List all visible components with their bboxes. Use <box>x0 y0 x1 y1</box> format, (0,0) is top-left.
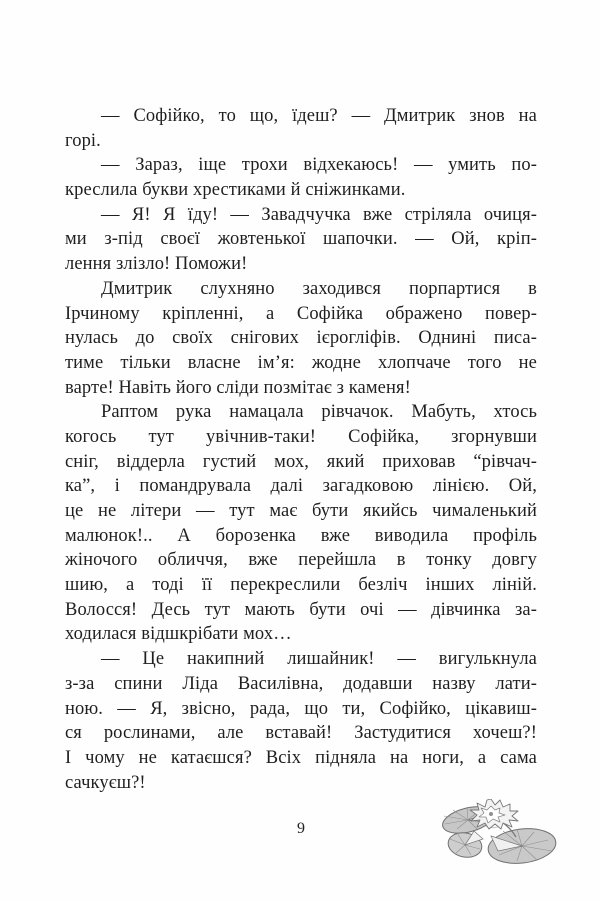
text-line: нулась до своїх снігових ієрогліфів. Однині писа- <box>65 328 537 349</box>
text-line: сніг, віддерла густий мох, який приховав “рівчач- <box>65 451 537 472</box>
text-line: ною. — Я, звісно, рада, що ти, Софійко, цікавиш- <box>65 698 537 719</box>
text-line: Раптом рука намацала рівчачок. Мабуть, хтось <box>101 402 537 423</box>
text-line: горі. <box>65 130 101 151</box>
text-line: варте! Навіть його сліди позмітає з каменя! <box>65 377 411 398</box>
text-line: жіночого обличчя, вже перейшла в тонку довгу <box>65 550 537 571</box>
water-lily-illustration <box>441 799 563 871</box>
text-line: малюнок!.. А борозенка вже виводила профіль <box>65 525 537 546</box>
text-line: шию, а тоді її перекреслили безліч інших ліній. <box>65 575 537 596</box>
text-line: — Це накипний лишайник! — вигулькнула <box>101 649 537 670</box>
text-line: сачкуєш?! <box>65 772 146 793</box>
text-line: ходилася відшкрібати мох… <box>65 624 292 645</box>
text-line: Волосся! Десь тут мають бути очі — дівчинка за- <box>65 599 537 620</box>
text-line: з-за спини Ліда Василівна, додавши назву лати- <box>65 673 537 694</box>
text-line: — Я! Я їду! — Завадчучка вже стріляла очиця- <box>101 204 537 225</box>
water-lily-icon <box>441 799 563 871</box>
text-line: Дмитрик слухняно заходився порпартися в <box>101 278 537 299</box>
text-line: когось тут увічнив-таки! Софійка, згорнувши <box>65 426 537 447</box>
text-line: Ірчиному кріпленні, а Софійка ображено повер- <box>65 303 537 324</box>
text-line: ся рослинами, але вставай! Застудитися хочеш?! <box>65 723 537 744</box>
text-line: тиме тільки власне ім’я: жодне хлопчаче того не <box>65 352 537 373</box>
page-number: 9 <box>297 820 305 837</box>
text-block <box>65 104 537 795</box>
text-line: — Зараз, іще трохи відхекаюсь! — умить по- <box>101 155 537 176</box>
text-line: ми з-під своєї жовтенької шапочки. — Ой, кріп- <box>65 229 537 250</box>
blossom-center <box>489 812 493 816</box>
text-line: лення злізло! Поможи! <box>65 254 248 275</box>
text-line: ка”, і помандрувала далі загадковою лінією. Ой, <box>65 476 537 497</box>
lily-pad-lower-left <box>446 830 484 861</box>
text-line: — Софійко, то що, їдеш? — Дмитрик знов на <box>101 106 537 126</box>
text-line: креслила букви хрестиками й сніжинками. <box>65 180 406 201</box>
text-line: І чому не катаєшся? Всіх підняла на ноги, а сама <box>65 747 537 768</box>
text-line: це не літери — тут має бути якийсь чималенький <box>65 501 537 521</box>
lily-pad-right <box>486 825 558 867</box>
